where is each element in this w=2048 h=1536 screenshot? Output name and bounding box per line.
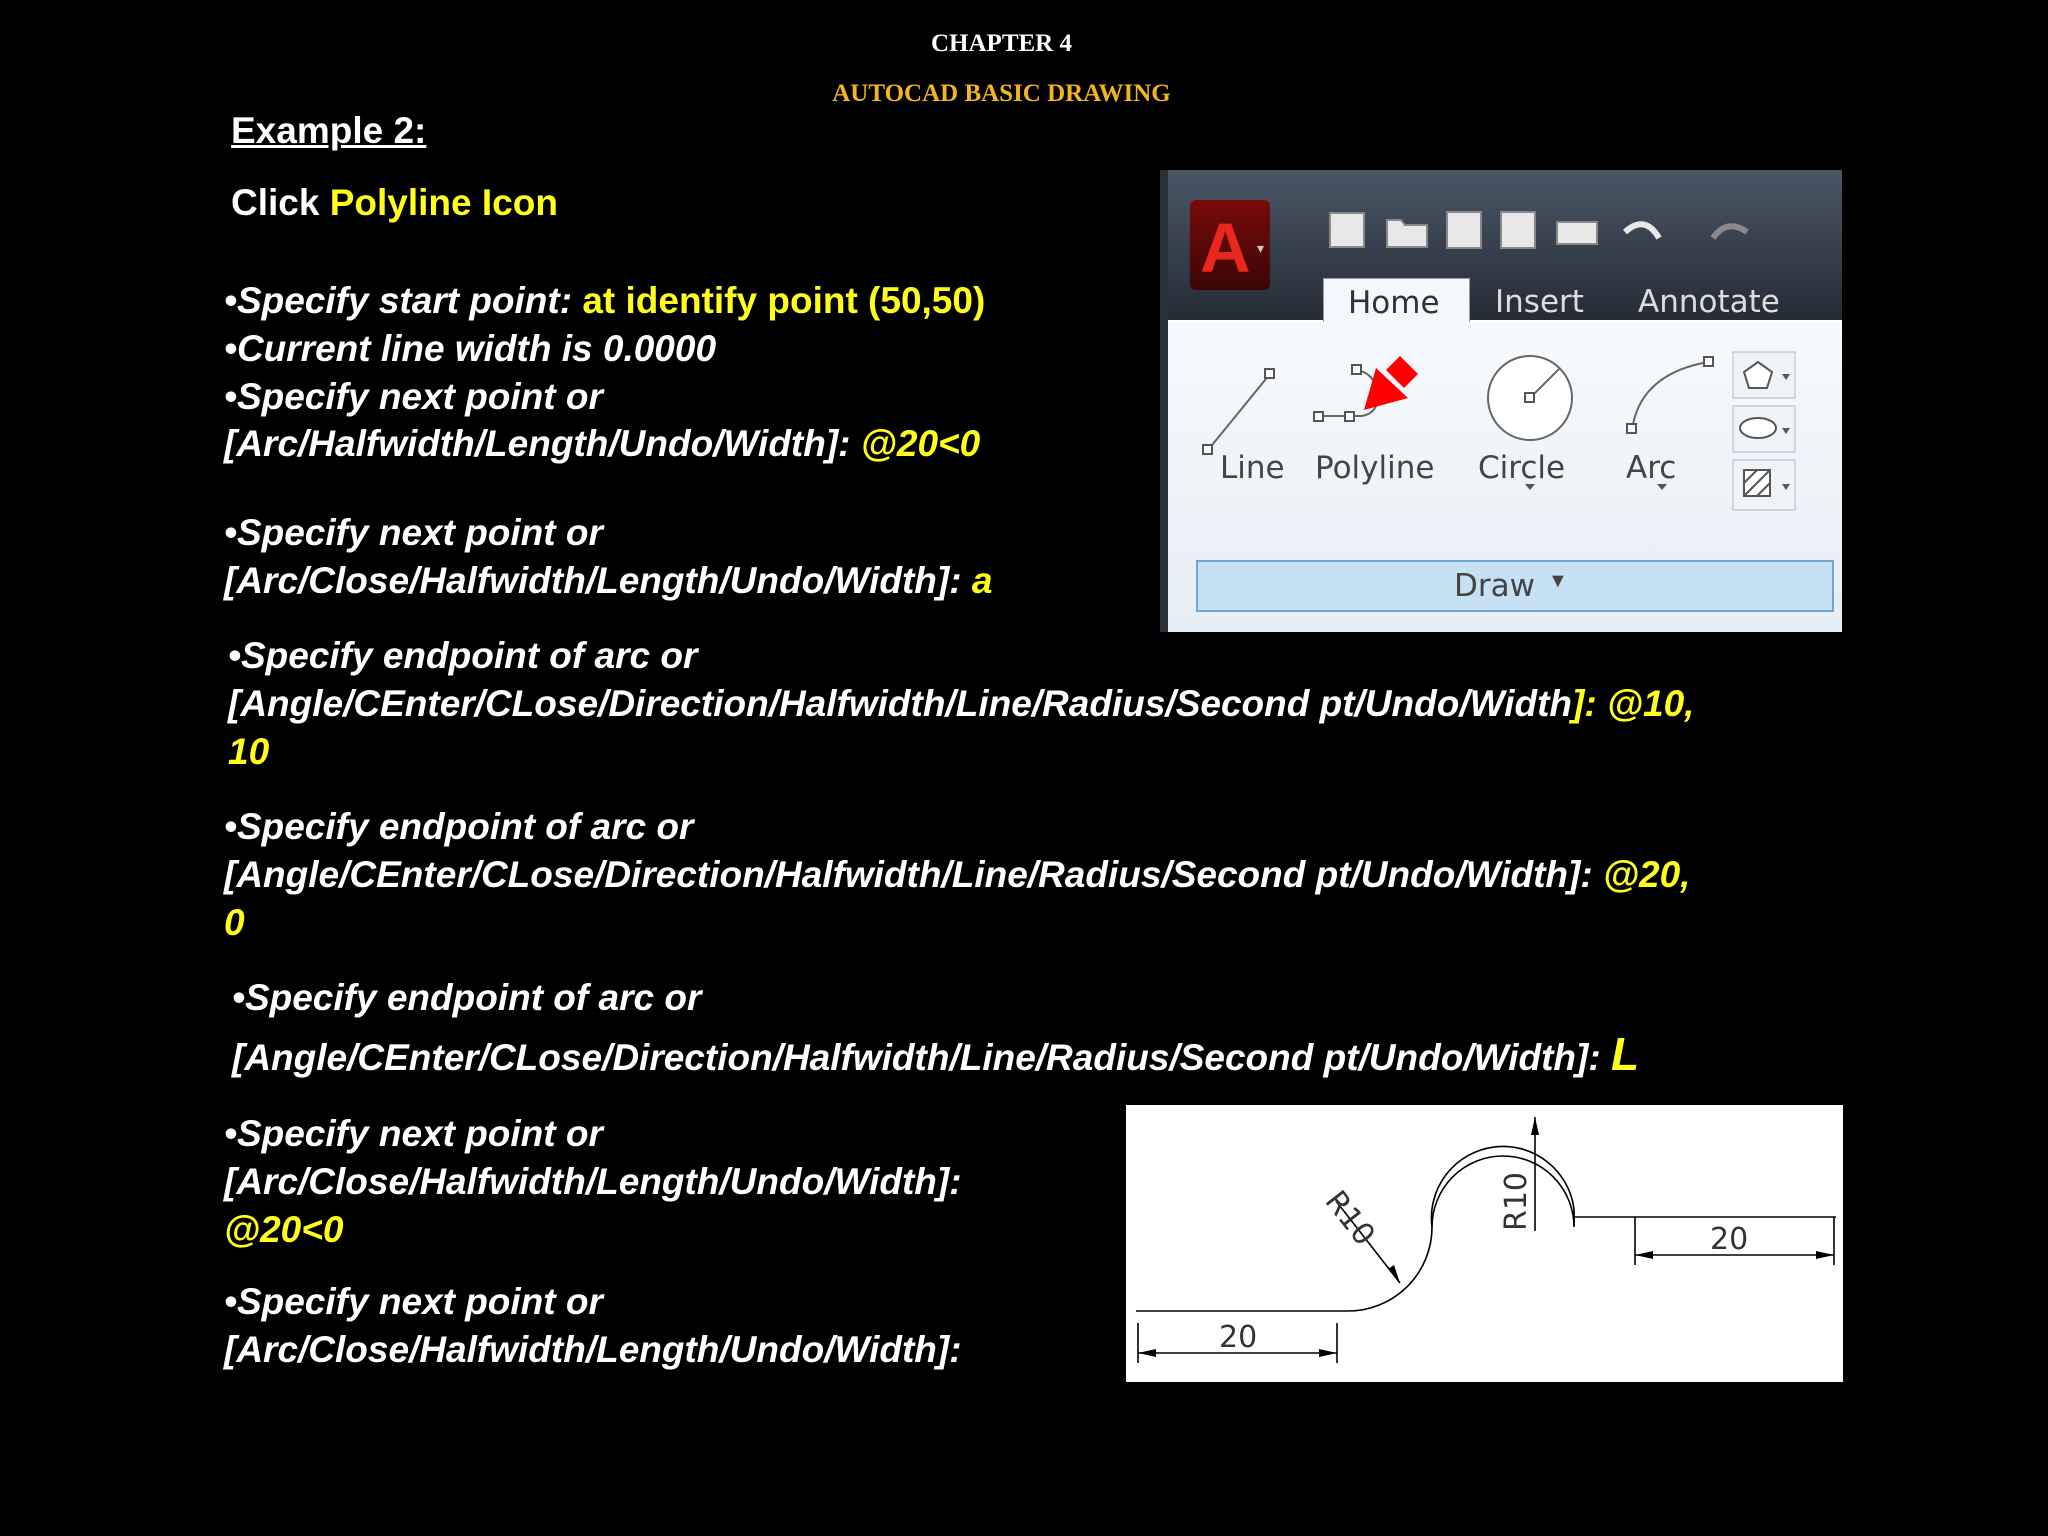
- red-arrow-icon: [1364, 356, 1418, 410]
- click-target: Polyline Icon: [329, 182, 558, 223]
- step-value: ]: @10,: [1572, 683, 1695, 724]
- polyline-tool-icon: [1314, 365, 1377, 421]
- step-arc-3-options: [232, 1030, 1639, 1082]
- example-title: Example 2:: [231, 110, 427, 151]
- circle-tool-icon: [1488, 356, 1572, 440]
- left-dimension-label: 20: [1219, 1320, 1258, 1355]
- step-value: a: [971, 560, 993, 601]
- step-value: at identify point (50,50): [582, 280, 986, 321]
- click-prefix: Click: [231, 182, 330, 223]
- tab-home-label: Home: [1348, 285, 1440, 321]
- step-next-point-4-options: [Arc/Close/Halfwidth/Length/Undo/Width]:: [224, 1329, 962, 1370]
- step-arc-2-label: •Specify endpoint of arc or: [224, 806, 694, 847]
- hatch-tool-icon: [1733, 460, 1795, 510]
- save-icon: [1447, 212, 1481, 248]
- chapter-heading: CHAPTER 4: [931, 30, 1072, 57]
- polyline-drawing-svg: [1126, 1105, 1843, 1382]
- app-menu-button[interactable]: [1190, 200, 1270, 290]
- step-arc-1-value-cont: 10: [228, 731, 270, 772]
- radius-label-a: R10: [1317, 1184, 1382, 1253]
- step-text: [Arc/Close/Halfwidth/Length/Undo/Width]:: [224, 560, 972, 601]
- polygon-tool-icon: [1733, 352, 1795, 398]
- click-instruction: [231, 182, 558, 224]
- step-next-point-3-options: [Arc/Close/Halfwidth/Length/Undo/Width]:: [224, 1161, 962, 1202]
- line-tool-label[interactable]: Line: [1220, 450, 1285, 486]
- autocad-ribbon-screenshot: [1160, 170, 1842, 632]
- draw-panel-title[interactable]: [1196, 560, 1834, 612]
- chevron-down-icon: ▾: [1256, 240, 1264, 256]
- step-text: •Specify start point:: [224, 280, 583, 321]
- step-text: [Angle/CEnter/CLose/Direction/Halfwidth/Line/Radius/Second pt/Undo/Width: [228, 683, 1573, 724]
- polyline-tool-label[interactable]: Polyline: [1315, 450, 1435, 486]
- undo-icon: [1625, 224, 1659, 238]
- step-value: @20<0: [860, 423, 981, 464]
- step-arc-1-options: [228, 680, 1694, 728]
- step-text: [Angle/CEnter/CLose/Direction/Halfwidth/Line/Radius/Second pt/Undo/Width]:: [224, 854, 1603, 895]
- arc-tool-label[interactable]: Arc: [1626, 450, 1677, 486]
- autocad-logo-icon: A: [1200, 209, 1251, 287]
- draw-panel-label: Draw: [1454, 568, 1535, 604]
- right-dimension-label: 20: [1710, 1222, 1749, 1257]
- step-arc-2-value-cont: 0: [224, 902, 245, 943]
- step-arc-1-label: •Specify endpoint of arc or: [228, 635, 698, 676]
- step-next-point-2-label: •Specify next point or: [224, 512, 603, 553]
- print-icon: [1557, 222, 1597, 244]
- ellipse-tool-icon: [1733, 406, 1795, 452]
- step-value: @20,: [1602, 854, 1691, 895]
- tab-insert[interactable]: Insert: [1495, 284, 1584, 320]
- polyline-result-drawing: [1126, 1105, 1843, 1382]
- chevron-down-icon: ▼: [1548, 570, 1568, 592]
- arc-tool-icon: [1627, 357, 1713, 433]
- tab-annotate[interactable]: Annotate: [1638, 284, 1780, 320]
- circle-tool-label[interactable]: Circle: [1478, 450, 1566, 486]
- step-next-point-3-label: •Specify next point or: [224, 1113, 603, 1154]
- redo-icon: [1713, 226, 1747, 238]
- quick-access-toolbar: [1325, 208, 1835, 258]
- step-text: [Angle/CEnter/CLose/Direction/Halfwidth/Line/Radius/Second pt/Undo/Width]:: [232, 1037, 1611, 1078]
- open-folder-icon: [1387, 220, 1427, 247]
- step-next-point-1-label: •Specify next point or: [224, 376, 603, 417]
- step-arc-2-options: [224, 851, 1690, 899]
- step-next-point-4-label: •Specify next point or: [224, 1281, 603, 1322]
- new-file-icon: [1330, 213, 1364, 247]
- tab-home[interactable]: [1323, 278, 1470, 325]
- save-as-icon: [1501, 212, 1535, 248]
- chapter-subtitle: AUTOCAD BASIC DRAWING: [832, 80, 1171, 107]
- step-next-point-1-options: [224, 420, 980, 468]
- step-start-point: [224, 277, 985, 325]
- step-arc-3-label: •Specify endpoint of arc or: [232, 977, 702, 1018]
- step-next-point-2-options: [224, 557, 992, 605]
- step-text: [Arc/Halfwidth/Length/Undo/Width]:: [224, 423, 861, 464]
- radius-label-b: R10: [1499, 1171, 1534, 1231]
- step-value: L: [1610, 1028, 1640, 1080]
- step-next-point-3-value: @20<0: [224, 1209, 344, 1250]
- step-line-width: •Current line width is 0.0000: [224, 328, 717, 369]
- line-tool-icon: [1203, 369, 1274, 454]
